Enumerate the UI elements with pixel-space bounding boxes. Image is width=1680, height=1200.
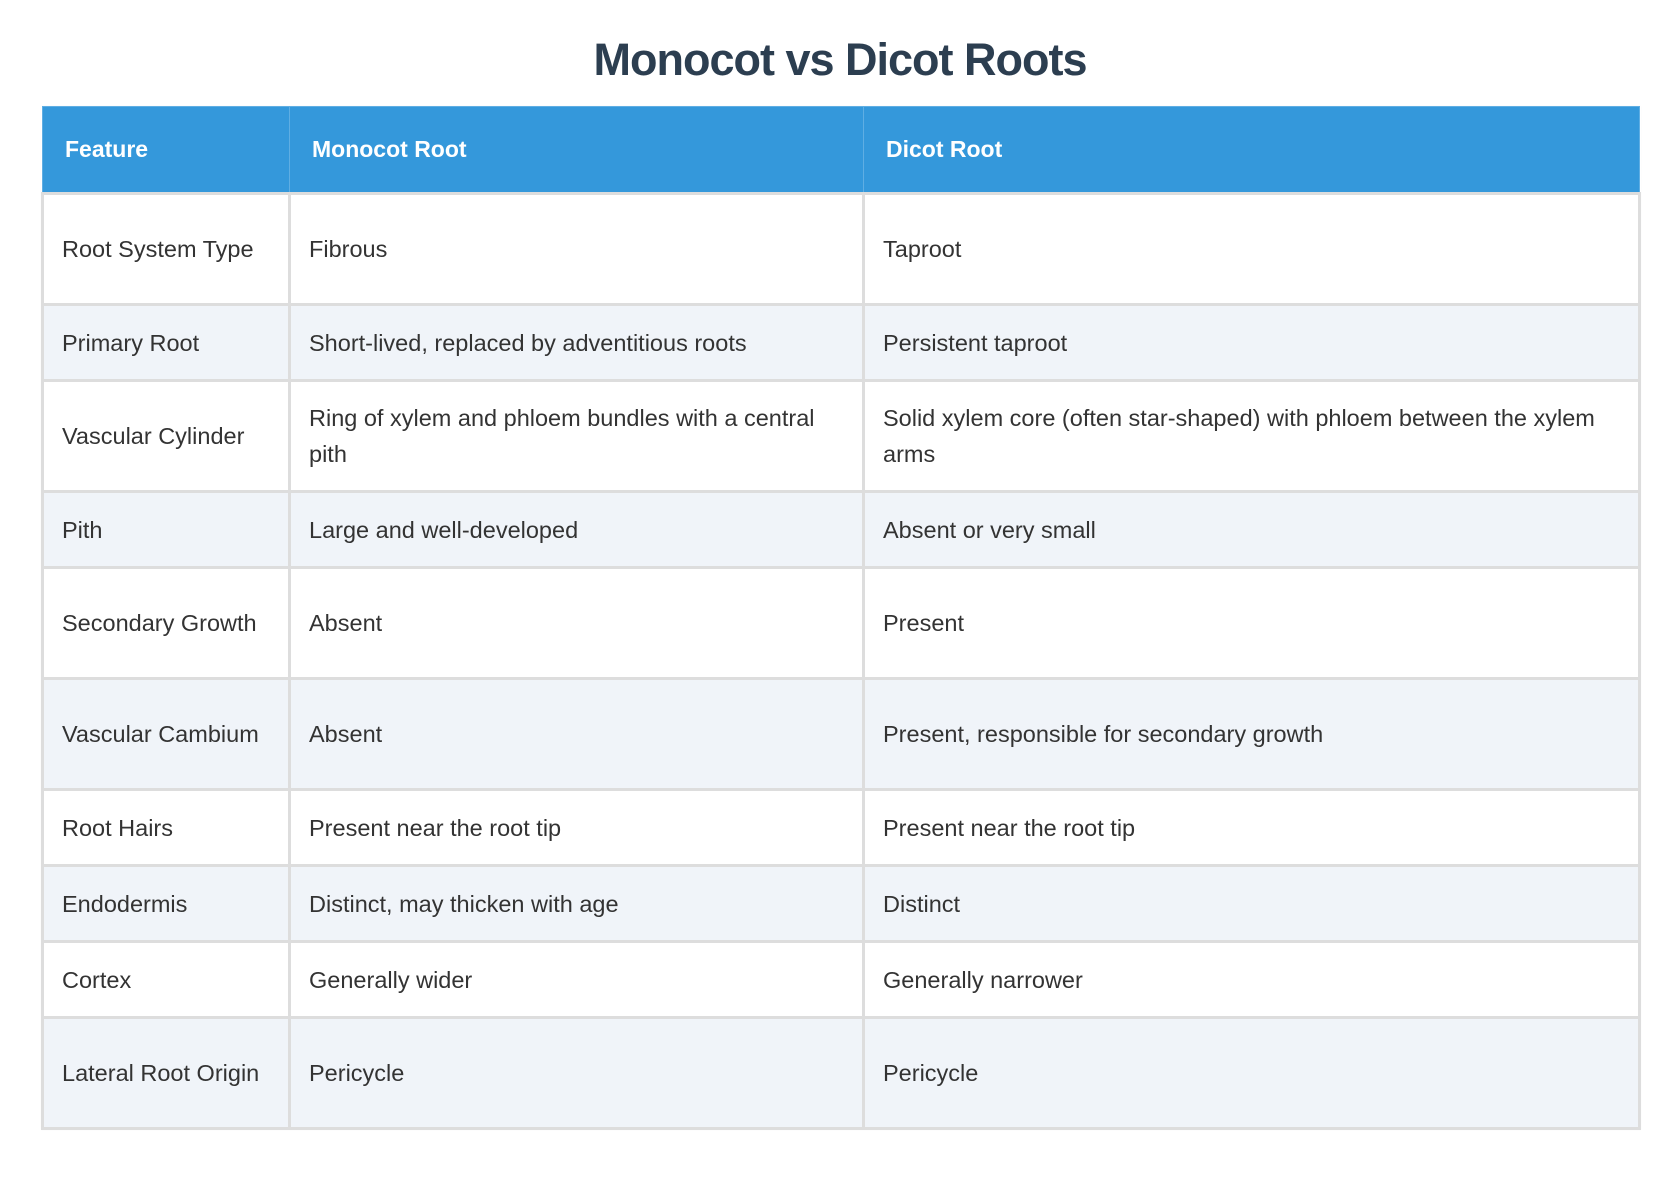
table-row <box>43 305 1640 381</box>
page-title: Monocot vs Dicot Roots <box>593 34 1087 85</box>
table-row <box>43 679 1640 790</box>
monocot-cell: Absent <box>290 679 864 790</box>
feature-cell: Root Hairs <box>43 790 290 866</box>
table-row <box>43 1018 1640 1129</box>
column-header-monocot: Monocot Root <box>290 107 864 194</box>
column-header-dicot: Dicot Root <box>864 107 1640 194</box>
monocot-cell: Present near the root tip <box>290 790 864 866</box>
dicot-cell: Generally narrower <box>864 942 1640 1018</box>
dicot-cell: Present <box>864 568 1640 679</box>
monocot-cell: Distinct, may thicken with age <box>290 866 864 942</box>
monocot-cell: Generally wider <box>290 942 864 1018</box>
feature-cell: Vascular Cambium <box>43 679 290 790</box>
table-header-row <box>43 107 1640 194</box>
comparison-table <box>41 106 1641 1130</box>
monocot-cell: Pericycle <box>290 1018 864 1129</box>
feature-cell: Vascular Cylinder <box>43 381 290 492</box>
table-row <box>43 866 1640 942</box>
dicot-cell: Taproot <box>864 194 1640 305</box>
table-row <box>43 942 1640 1018</box>
feature-cell: Pith <box>43 492 290 568</box>
table-row <box>43 568 1640 679</box>
feature-cell: Endodermis <box>43 866 290 942</box>
monocot-cell: Large and well-developed <box>290 492 864 568</box>
monocot-cell: Fibrous <box>290 194 864 305</box>
dicot-cell: Present, responsible for secondary growth <box>864 679 1640 790</box>
dicot-cell: Pericycle <box>864 1018 1640 1129</box>
table-row <box>43 790 1640 866</box>
feature-cell: Cortex <box>43 942 290 1018</box>
table-row <box>43 381 1640 492</box>
monocot-cell: Absent <box>290 568 864 679</box>
feature-cell: Secondary Growth <box>43 568 290 679</box>
column-header-feature: Feature <box>43 107 290 194</box>
dicot-cell: Absent or very small <box>864 492 1640 568</box>
feature-cell: Lateral Root Origin <box>43 1018 290 1129</box>
dicot-cell: Present near the root tip <box>864 790 1640 866</box>
monocot-cell: Ring of xylem and phloem bundles with a central pith <box>290 381 864 492</box>
feature-cell: Root System Type <box>43 194 290 305</box>
monocot-cell: Short-lived, replaced by adventitious roots <box>290 305 864 381</box>
dicot-cell: Persistent taproot <box>864 305 1640 381</box>
dicot-cell: Solid xylem core (often star-shaped) with phloem between the xylem arms <box>864 381 1640 492</box>
table-row <box>43 492 1640 568</box>
feature-cell: Primary Root <box>43 305 290 381</box>
table-row <box>43 194 1640 305</box>
dicot-cell: Distinct <box>864 866 1640 942</box>
